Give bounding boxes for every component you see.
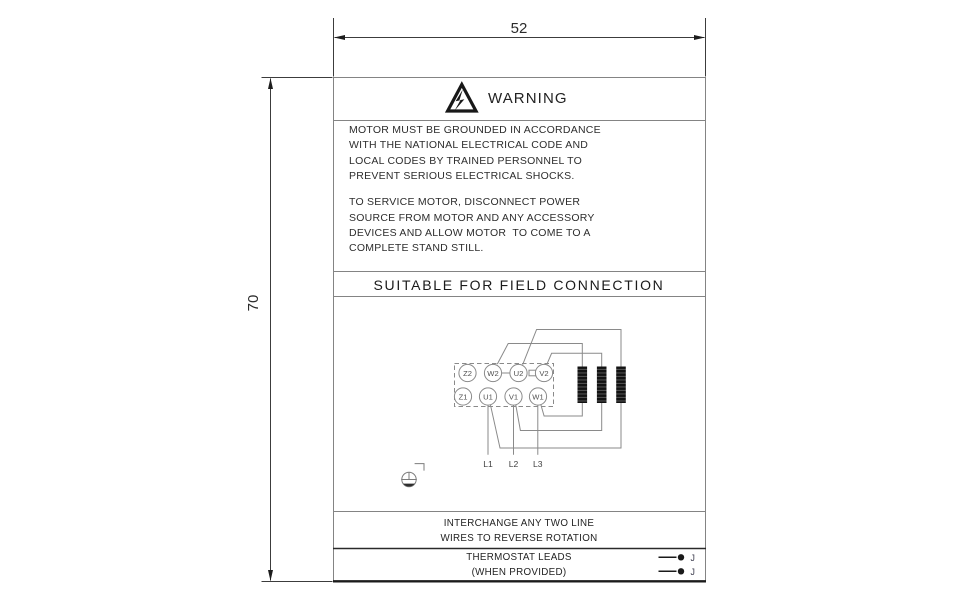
- terminal-label: U1: [483, 392, 493, 402]
- warning-text-line: TO SERVICE MOTOR, DISCONNECT POWER: [349, 196, 581, 209]
- wire-v2-coil2: [547, 353, 602, 366]
- terminal-label: W1: [532, 392, 544, 402]
- line-label: L3: [533, 459, 543, 469]
- wire-u2-coil3: [523, 330, 621, 367]
- coil-winding: [578, 367, 588, 404]
- warning-text-block: [349, 123, 601, 257]
- coil-winding: [616, 367, 626, 404]
- warning-text-line: LOCAL CODES BY TRAINED PERSONNEL TO: [349, 154, 583, 167]
- arrowhead-up-icon: [268, 78, 273, 89]
- rotation-note-line: INTERCHANGE ANY TWO LINE: [443, 517, 595, 529]
- arrowhead-down-icon: [268, 570, 273, 581]
- line-label: L1: [483, 459, 493, 469]
- earth-ground-icon: [401, 464, 424, 487]
- thermostat-note: [333, 551, 705, 580]
- terminal-label: V1: [508, 392, 519, 402]
- arrowhead-left-icon: [334, 35, 345, 40]
- terminal-label: U2: [513, 368, 524, 378]
- terminal-label: Z1: [458, 392, 468, 402]
- lead-label: J: [690, 566, 695, 577]
- warning-text-line: PREVENT SERIOUS ELECTRICAL SHOCKS.: [349, 170, 575, 183]
- terminal-link-u2-v2: [529, 370, 536, 376]
- wire-v1-coil2: [516, 403, 602, 431]
- warning-text-line: DEVICES AND ALLOW MOTOR TO COME TO A: [349, 227, 591, 240]
- warning-paragraph-1: [349, 123, 601, 185]
- line-label: L2: [508, 459, 519, 469]
- warning-text-line: SOURCE FROM MOTOR AND ANY ACCESSORY: [349, 211, 595, 224]
- rotation-note-line: WIRES TO REVERSE ROTATION: [440, 532, 598, 544]
- terminal-label: Z2: [463, 368, 472, 378]
- warning-paragraph-2: [349, 195, 595, 257]
- thermostat-note-line: (WHEN PROVIDED): [471, 566, 567, 578]
- motor-windings: [578, 367, 626, 404]
- field-connection-heading: SUITABLE FOR FIELD CONNECTION: [373, 277, 665, 293]
- lead-label: J: [690, 552, 695, 563]
- thermostat-note-line: THERMOSTAT LEADS: [466, 552, 572, 563]
- coil-winding: [597, 367, 607, 404]
- dimension-height: [262, 78, 333, 582]
- dimension-height-value: 70: [245, 294, 262, 312]
- arrowhead-right-icon: [694, 35, 705, 40]
- dimension-width-value: 52: [510, 20, 528, 37]
- warning-title: WARNING: [488, 90, 568, 107]
- wire-w1-coil1: [541, 403, 583, 416]
- line-labels: [483, 459, 543, 469]
- terminal-label: W2: [487, 368, 499, 378]
- high-voltage-triangle-icon: [448, 85, 476, 112]
- warning-text-line: MOTOR MUST BE GROUNDED IN ACCORDANCE: [349, 124, 601, 136]
- warning-text-line: COMPLETE STAND STILL.: [349, 242, 484, 255]
- terminal-label: V2: [539, 368, 549, 378]
- warning-text-line: WITH THE NATIONAL ELECTRICAL CODE AND: [349, 139, 589, 152]
- rotation-note: [333, 516, 705, 546]
